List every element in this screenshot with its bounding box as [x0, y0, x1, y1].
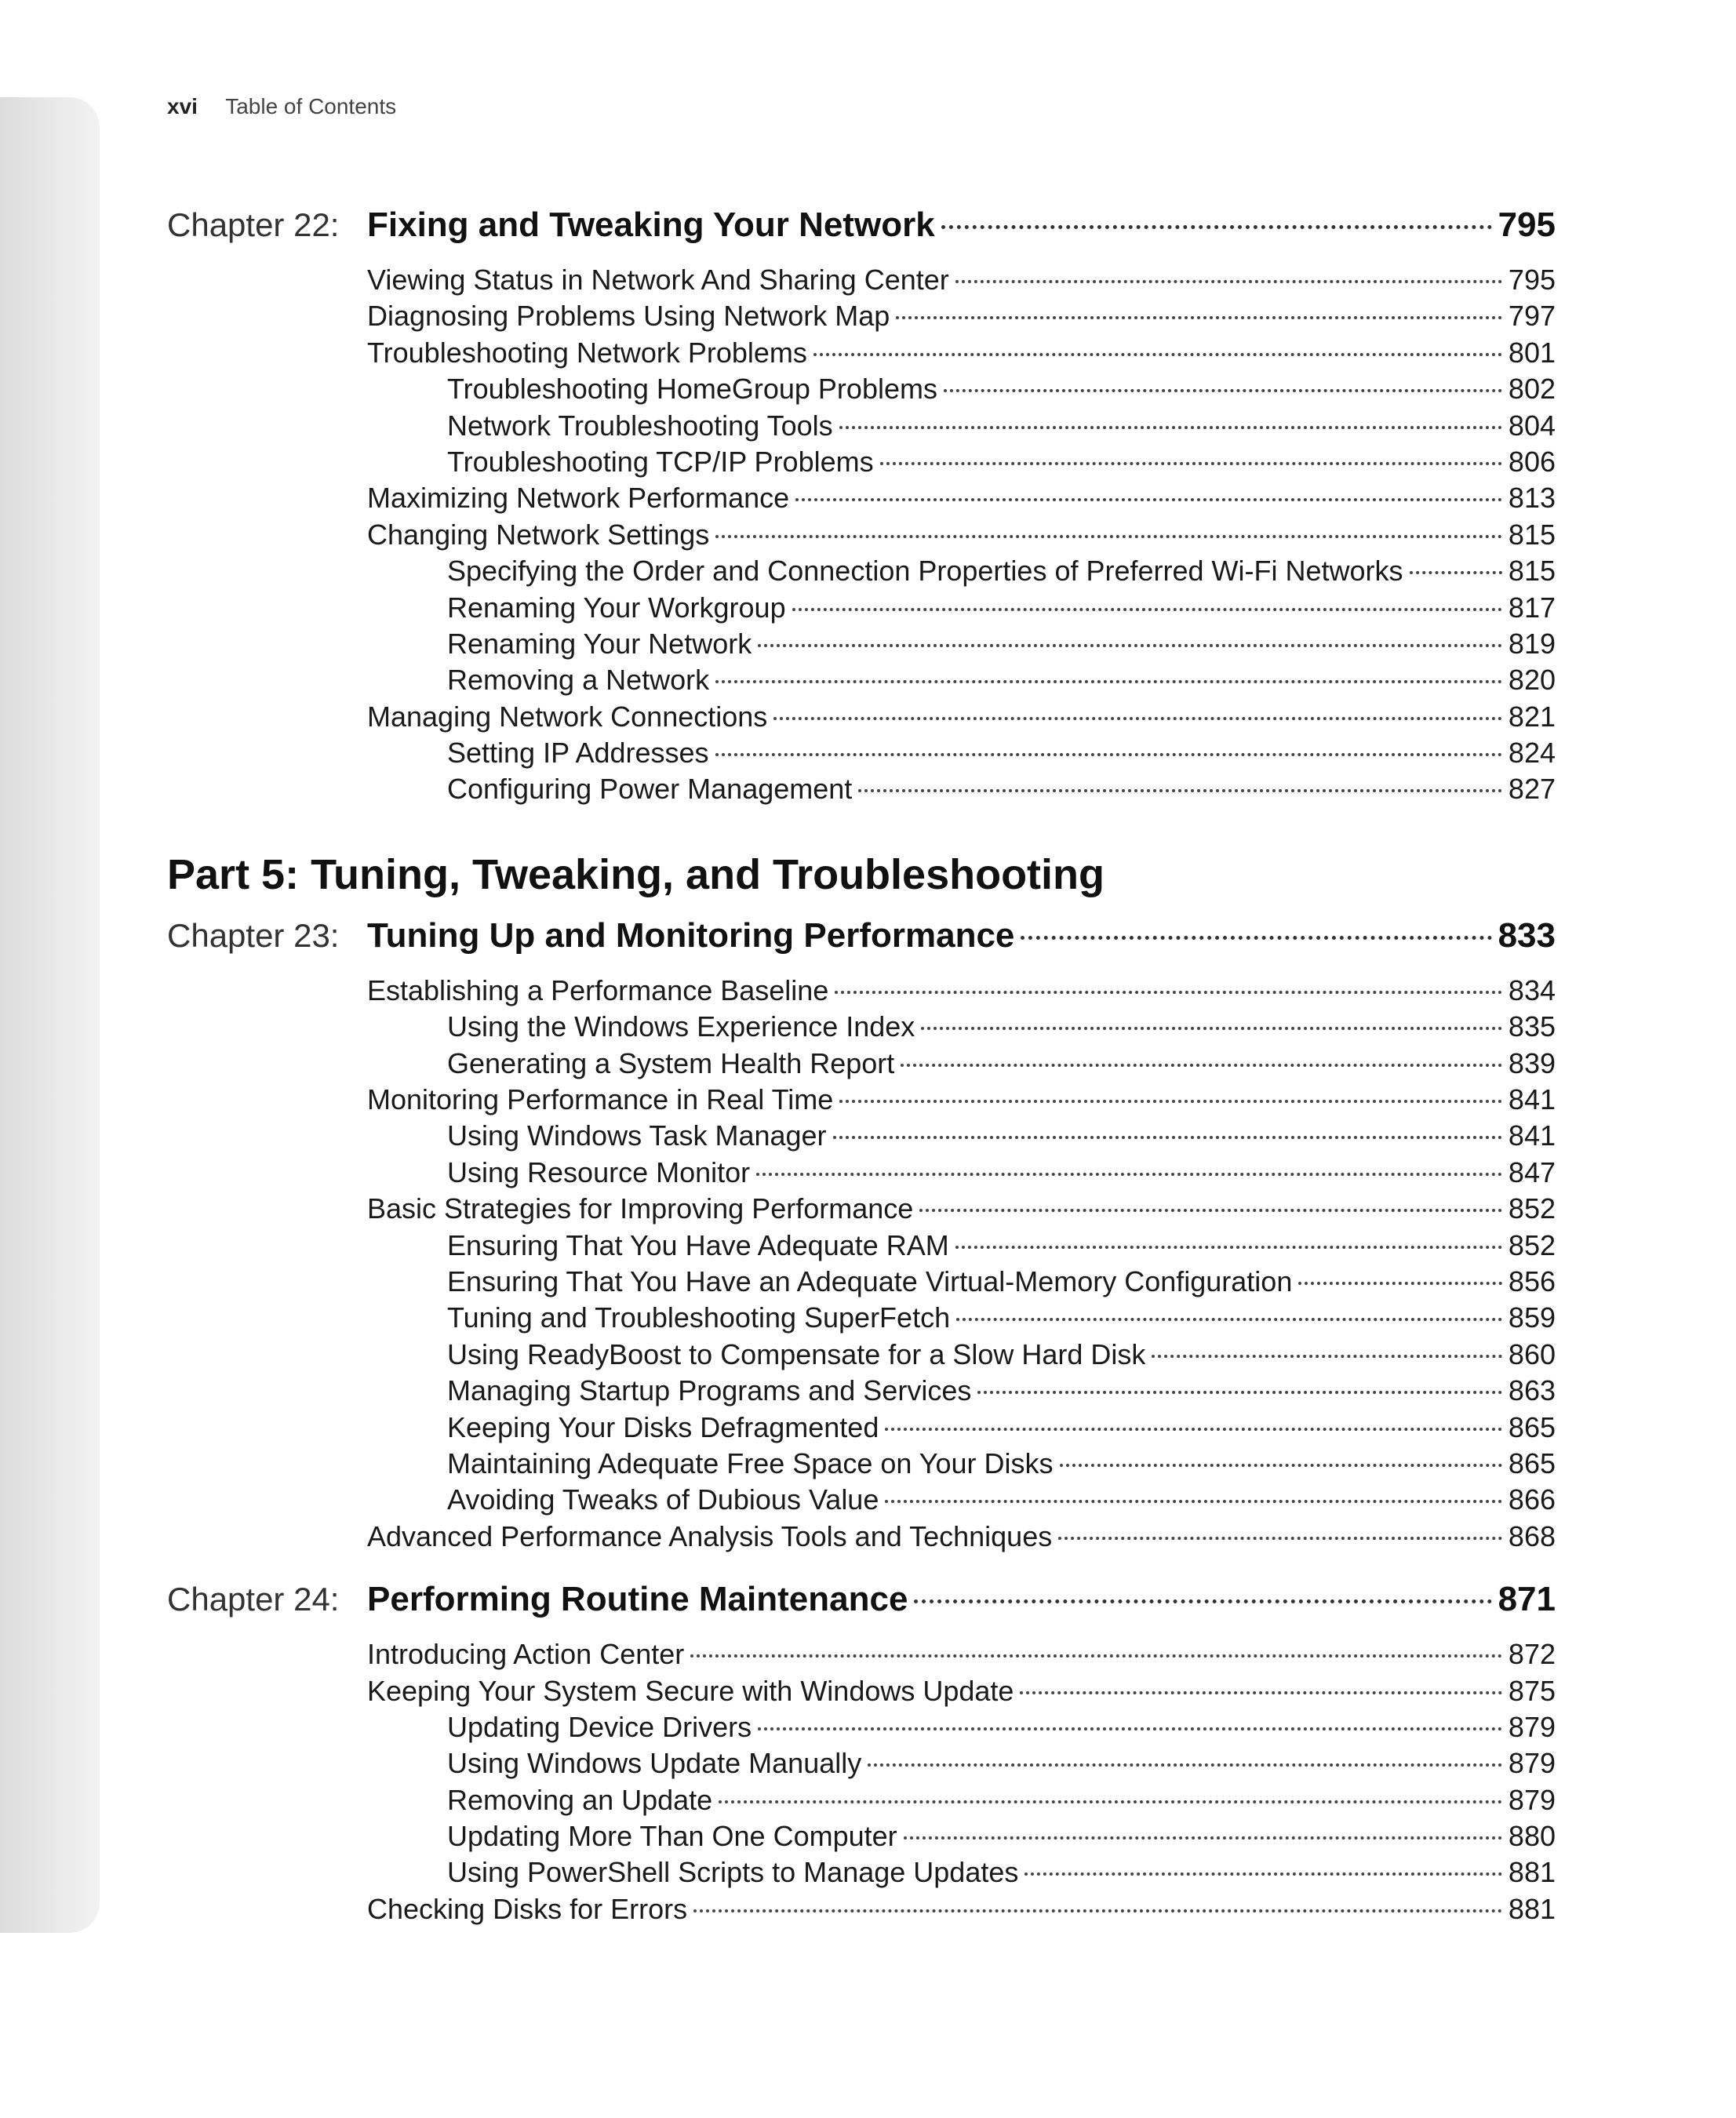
toc-entry[interactable]: [167, 1638, 1556, 1674]
chapter-entries: [167, 1638, 1556, 1929]
dot-leader: [690, 1654, 1502, 1658]
dot-leader: [1021, 936, 1491, 940]
entry-title: Using Windows Update Manually: [447, 1747, 862, 1780]
chapter-heading[interactable]: [167, 916, 1556, 971]
entry-title: Introducing Action Center: [367, 1638, 685, 1671]
entry-title: Maximizing Network Performance: [367, 482, 790, 515]
toc-entry[interactable]: [167, 1784, 1556, 1820]
toc-entry[interactable]: [167, 1411, 1556, 1447]
dot-leader: [885, 1500, 1502, 1503]
entry-title: Configuring Power Management: [447, 773, 853, 806]
toc-entry[interactable]: [167, 1301, 1556, 1337]
entry-title: Troubleshooting Network Problems: [367, 336, 807, 369]
entry-page-number: 881: [1508, 1856, 1556, 1889]
entry-title: Network Troubleshooting Tools: [447, 409, 833, 442]
chapter-heading[interactable]: [167, 206, 1556, 260]
chapter-page-number: 795: [1498, 206, 1556, 244]
toc-entry[interactable]: [167, 773, 1556, 809]
chapter-heading[interactable]: [167, 1580, 1556, 1635]
dot-leader: [839, 426, 1502, 429]
dot-leader: [1058, 1537, 1502, 1540]
entry-page-number: 856: [1508, 1265, 1556, 1297]
toc-entry[interactable]: [167, 1483, 1556, 1519]
entry-title: Troubleshooting TCP/IP Problems: [447, 445, 874, 478]
toc-entry[interactable]: [167, 1156, 1556, 1192]
dot-leader: [914, 1599, 1491, 1603]
dot-leader: [1020, 1691, 1501, 1694]
entry-title: Removing a Network: [447, 664, 710, 697]
dot-leader: [833, 1136, 1502, 1139]
entry-page-number: 852: [1508, 1228, 1556, 1261]
dot-leader: [901, 1064, 1502, 1067]
part-heading: Part 5: Tuning, Tweaking, and Troubleshooting: [167, 850, 1105, 898]
toc-entry[interactable]: [167, 664, 1556, 700]
toc-entry[interactable]: [167, 1374, 1556, 1410]
chapter-page-number: 871: [1498, 1580, 1556, 1619]
dot-leader: [858, 789, 1502, 792]
dot-leader: [944, 389, 1502, 392]
dot-leader: [813, 353, 1502, 356]
entry-page-number: 815: [1508, 518, 1556, 551]
dot-leader: [715, 535, 1502, 538]
running-header: [167, 94, 396, 119]
chapter-entries: [167, 264, 1556, 810]
toc-entry[interactable]: [167, 1229, 1556, 1265]
entry-title: Keeping Your System Secure with Windows Update: [367, 1674, 1014, 1707]
toc-entry[interactable]: [167, 337, 1556, 373]
chapter-title: Tuning Up and Monitoring Performance: [367, 915, 1015, 955]
dot-leader: [839, 1100, 1502, 1103]
entry-title: Viewing Status in Network And Sharing Center: [367, 264, 949, 296]
entry-title: Setting IP Addresses: [447, 737, 709, 770]
toc-entry[interactable]: [167, 1265, 1556, 1301]
dot-leader: [773, 717, 1502, 720]
entry-page-number: 817: [1508, 591, 1556, 624]
entry-title: Ensuring That You Have an Adequate Virtual-Memory Configuration: [447, 1265, 1293, 1297]
entry-page-number: 879: [1508, 1710, 1556, 1743]
entry-page-number: 866: [1508, 1483, 1556, 1516]
entry-page-number: 827: [1508, 773, 1556, 806]
entry-title: Tuning and Troubleshooting SuperFetch: [447, 1301, 951, 1334]
toc-entry[interactable]: [167, 373, 1556, 409]
entry-title: Checking Disks for Errors: [367, 1892, 688, 1925]
dot-leader: [758, 1727, 1502, 1730]
entry-page-number: 879: [1508, 1747, 1556, 1780]
toc-entry[interactable]: [167, 1856, 1556, 1892]
dot-leader: [715, 753, 1502, 756]
entry-title: Establishing a Performance Baseline: [367, 973, 829, 1006]
toc-entry[interactable]: [167, 264, 1556, 300]
entry-page-number: 860: [1508, 1337, 1556, 1370]
entry-page-number: 839: [1508, 1046, 1556, 1079]
toc-entry[interactable]: [167, 409, 1556, 446]
entry-title: Changing Network Settings: [367, 518, 710, 551]
toc-entry[interactable]: [167, 555, 1556, 591]
entry-title: Ensuring That You Have Adequate RAM: [447, 1228, 949, 1261]
dot-leader: [1410, 571, 1502, 574]
entry-page-number: 859: [1508, 1301, 1556, 1334]
dot-leader: [1152, 1355, 1502, 1358]
entry-title: Avoiding Tweaks of Dubious Value: [447, 1483, 879, 1516]
table-of-contents: [167, 206, 1556, 1952]
dot-leader: [956, 1318, 1502, 1321]
entry-page-number: 879: [1508, 1783, 1556, 1816]
dot-leader: [868, 1763, 1502, 1767]
toc-entry[interactable]: [167, 1893, 1556, 1929]
toc-entry[interactable]: [167, 628, 1556, 664]
dot-leader: [1060, 1464, 1502, 1467]
entry-page-number: 847: [1508, 1155, 1556, 1188]
chapter-label: Chapter 23:: [167, 916, 340, 954]
dot-leader: [977, 1391, 1502, 1394]
chapter-label: Chapter 22:: [167, 206, 340, 243]
dot-leader: [955, 1246, 1502, 1249]
entry-page-number: 868: [1508, 1519, 1556, 1552]
entry-page-number: 821: [1508, 700, 1556, 733]
entry-page-number: 819: [1508, 627, 1556, 660]
dot-leader: [795, 498, 1502, 501]
toc-entry[interactable]: [167, 1010, 1556, 1046]
entry-title: Managing Startup Programs and Services: [447, 1374, 972, 1407]
entry-page-number: 801: [1508, 336, 1556, 369]
entry-page-number: 880: [1508, 1820, 1556, 1853]
entry-page-number: 841: [1508, 1083, 1556, 1116]
toc-entry[interactable]: [167, 482, 1556, 518]
entry-title: Using PowerShell Scripts to Manage Updates: [447, 1856, 1019, 1889]
chapter-title: Performing Routine Maintenance: [367, 1580, 908, 1619]
toc-entry[interactable]: [167, 519, 1556, 555]
chapter-title: Fixing and Tweaking Your Network: [367, 206, 935, 244]
entry-title: Troubleshooting HomeGroup Problems: [447, 373, 937, 406]
entry-page-number: 881: [1508, 1892, 1556, 1925]
entry-page-number: 797: [1508, 300, 1556, 333]
dot-leader: [896, 316, 1502, 319]
toc-entry[interactable]: [167, 1747, 1556, 1783]
dot-leader: [885, 1428, 1502, 1431]
dot-leader: [756, 1173, 1502, 1176]
toc-entry[interactable]: [167, 737, 1556, 773]
entry-title: Updating Device Drivers: [447, 1710, 752, 1743]
chapter-22-block: [167, 206, 1556, 810]
dot-leader: [715, 680, 1502, 683]
dot-leader: [880, 462, 1502, 465]
page-folio: xvi: [167, 94, 198, 118]
entry-title: Updating More Than One Computer: [447, 1820, 897, 1853]
entry-page-number: 852: [1508, 1192, 1556, 1225]
entry-title: Using ReadyBoost to Compensate for a Slow Hard Disk: [447, 1337, 1146, 1370]
dot-leader: [693, 1909, 1502, 1912]
dot-leader: [835, 991, 1502, 994]
entry-page-number: 841: [1508, 1119, 1556, 1152]
chapter-label: Chapter 24:: [167, 1581, 340, 1618]
dot-leader: [719, 1800, 1502, 1803]
chapter-23-block: [167, 916, 1556, 1556]
chapter-page-number: 833: [1498, 915, 1556, 955]
side-thumb-tab: [0, 97, 100, 1933]
running-title: Table of Contents: [225, 94, 397, 118]
entry-page-number: 802: [1508, 373, 1556, 406]
toc-entry[interactable]: [167, 1192, 1556, 1228]
entry-page-number: 834: [1508, 973, 1556, 1006]
toc-entry[interactable]: [167, 701, 1556, 737]
toc-entry[interactable]: [167, 1520, 1556, 1556]
entry-title: Generating a System Health Report: [447, 1046, 895, 1079]
entry-page-number: 865: [1508, 1447, 1556, 1479]
entry-page-number: 795: [1508, 264, 1556, 296]
entry-title: Specifying the Order and Connection Properties of Preferred Wi-Fi Networks: [447, 555, 1403, 588]
chapter-24-block: [167, 1580, 1556, 1929]
toc-entry[interactable]: [167, 1083, 1556, 1119]
entry-title: Using Resource Monitor: [447, 1155, 751, 1188]
entry-page-number: 875: [1508, 1674, 1556, 1707]
entry-title: Basic Strategies for Improving Performance: [367, 1192, 914, 1225]
toc-entry[interactable]: [167, 1047, 1556, 1083]
entry-title: Renaming Your Workgroup: [447, 591, 786, 624]
chapter-entries: [167, 974, 1556, 1556]
entry-page-number: 820: [1508, 664, 1556, 697]
dot-leader: [941, 225, 1492, 229]
dot-leader: [758, 644, 1502, 647]
toc-entry[interactable]: [167, 591, 1556, 628]
entry-page-number: 872: [1508, 1638, 1556, 1671]
entry-title: Diagnosing Problems Using Network Map: [367, 300, 890, 333]
dot-leader: [1024, 1872, 1502, 1876]
entry-page-number: 804: [1508, 409, 1556, 442]
toc-entry[interactable]: [167, 446, 1556, 482]
toc-entry[interactable]: [167, 300, 1556, 336]
entry-title: Managing Network Connections: [367, 700, 768, 733]
entry-title: Keeping Your Disks Defragmented: [447, 1410, 879, 1443]
entry-page-number: 865: [1508, 1410, 1556, 1443]
entry-page-number: 835: [1508, 1010, 1556, 1043]
toc-entry[interactable]: [167, 1820, 1556, 1856]
toc-entry[interactable]: [167, 1675, 1556, 1711]
entry-page-number: 813: [1508, 482, 1556, 515]
entry-page-number: 806: [1508, 445, 1556, 478]
dot-leader: [904, 1836, 1502, 1840]
dot-leader: [792, 608, 1502, 611]
entry-title: Renaming Your Network: [447, 627, 752, 660]
dot-leader: [955, 280, 1502, 283]
toc-entry[interactable]: [167, 974, 1556, 1010]
dot-leader: [921, 1027, 1502, 1030]
toc-entry[interactable]: [167, 1338, 1556, 1374]
toc-entry[interactable]: [167, 1711, 1556, 1747]
entry-title: Using Windows Task Manager: [447, 1119, 827, 1152]
entry-title: Removing an Update: [447, 1783, 713, 1816]
dot-leader: [919, 1209, 1502, 1212]
toc-entry[interactable]: [167, 1119, 1556, 1155]
entry-title: Advanced Performance Analysis Tools and Techniques: [367, 1519, 1053, 1552]
entry-page-number: 863: [1508, 1374, 1556, 1407]
entry-title: Maintaining Adequate Free Space on Your Disks: [447, 1447, 1054, 1479]
entry-page-number: 824: [1508, 737, 1556, 770]
toc-entry[interactable]: [167, 1447, 1556, 1483]
entry-page-number: 815: [1508, 555, 1556, 588]
dot-leader: [1298, 1282, 1502, 1285]
entry-title: Monitoring Performance in Real Time: [367, 1083, 834, 1116]
entry-title: Using the Windows Experience Index: [447, 1010, 915, 1043]
